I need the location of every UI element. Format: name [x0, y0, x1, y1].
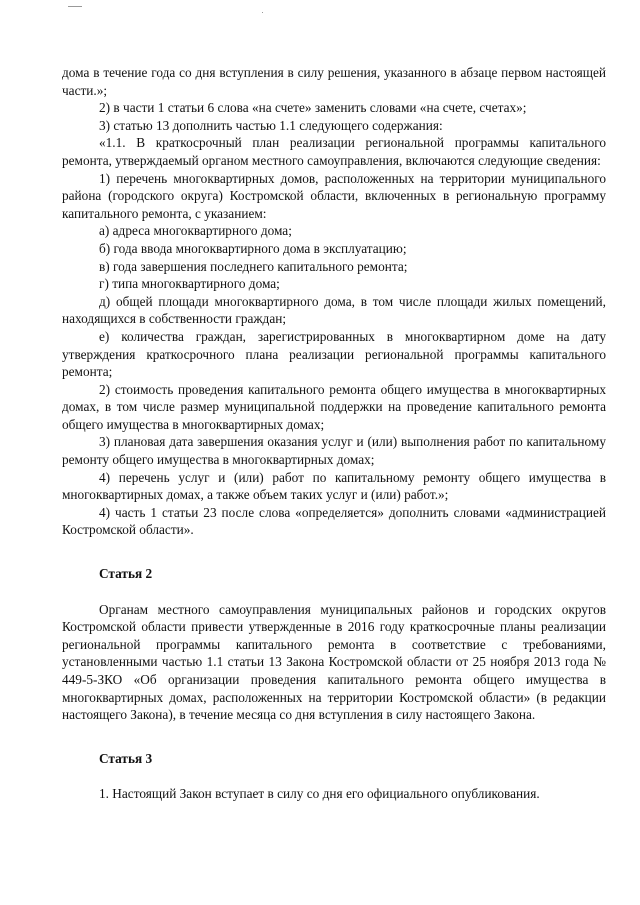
paragraph: 3) плановая дата завершения оказания услуг и (или) выполнения работ по капитальному ремонту общего имущества в многоквартирных домах;	[62, 434, 606, 468]
paragraph: 3) статью 13 дополнить частью 1.1 следующего содержания:	[99, 117, 443, 133]
paragraph: в) года завершения последнего капитального ремонта;	[99, 258, 408, 274]
paragraph: 1) перечень многоквартирных домов, расположенных на территории муниципального района (городского округа) Костромской области, включенных в региональную программу капитального ремонта, с указанием:	[62, 170, 606, 221]
article-2-text: Органам местного самоуправления муниципальных районов и городских округов Костромской области привести утвержденные в 2016 году краткосрочные планы реализации региональной программы капитального ремонта в соответствие с требованиями, установленными частью 1.1 статьи 13 Закона Костромской области от 25 ноября 2013 года № 449-5-ЗКО «Об организации проведения капитального ремонта общего имущества в многоквартирных домах, расположенных на территории Костромской области» (в редакции настоящего Закона), в течение месяца со дня вступления в силу настоящего Закона.	[62, 601, 606, 723]
paragraph: «1.1. В краткосрочный план реализации региональной программы капитального ремонта, утверждаемый органом местного самоуправления, включаются следующие сведения:	[62, 135, 606, 168]
paragraph: г) типа многоквартирного дома;	[99, 276, 280, 292]
paragraph: дома в течение года со дня вступления в силу решения, указанного в абзаце первом настоящей части.»;	[62, 65, 606, 98]
paragraph: 4) перечень услуг и (или) работ по капитальному ремонту общего имущества в многоквартирных домах, а также объем таких услуг и (или) работ.»;	[62, 469, 606, 503]
article-3-heading: Статья 3	[99, 750, 153, 766]
scan-speck	[262, 12, 263, 13]
paragraph: е) количества граждан, зарегистрированных в многоквартирном доме на дату утверждения краткосрочного плана реализации региональной программы капитального ремонта;	[62, 328, 606, 380]
scan-speck	[68, 6, 82, 7]
paragraph: 4) часть 1 статьи 23 после слова «определяется» дополнить словами «администрацией Костромской области».	[62, 504, 606, 538]
paragraph: д) общей площади многоквартирного дома, в том числе площади жилых помещений, находящихся в собственности граждан;	[62, 293, 606, 327]
paragraph: б) года ввода многоквартирного дома в эксплуатацию;	[99, 240, 407, 256]
article-2-heading: Статья 2	[99, 566, 153, 582]
paragraph: а) адреса многоквартирного дома;	[99, 223, 292, 239]
article-3-text: 1. Настоящий Закон вступает в силу со дня его официального опубликования.	[99, 786, 540, 802]
paragraph: 2) стоимость проведения капитального ремонта общего имущества в многоквартирных домах, в том числе размер муниципальной поддержки на проведение капитального ремонта общего имущества в многоквартирных домах;	[62, 381, 606, 432]
paragraph: 2) в части 1 статьи 6 слова «на счете» заменить словами «на счете, счетах»;	[99, 100, 527, 116]
document-body	[62, 64, 606, 803]
